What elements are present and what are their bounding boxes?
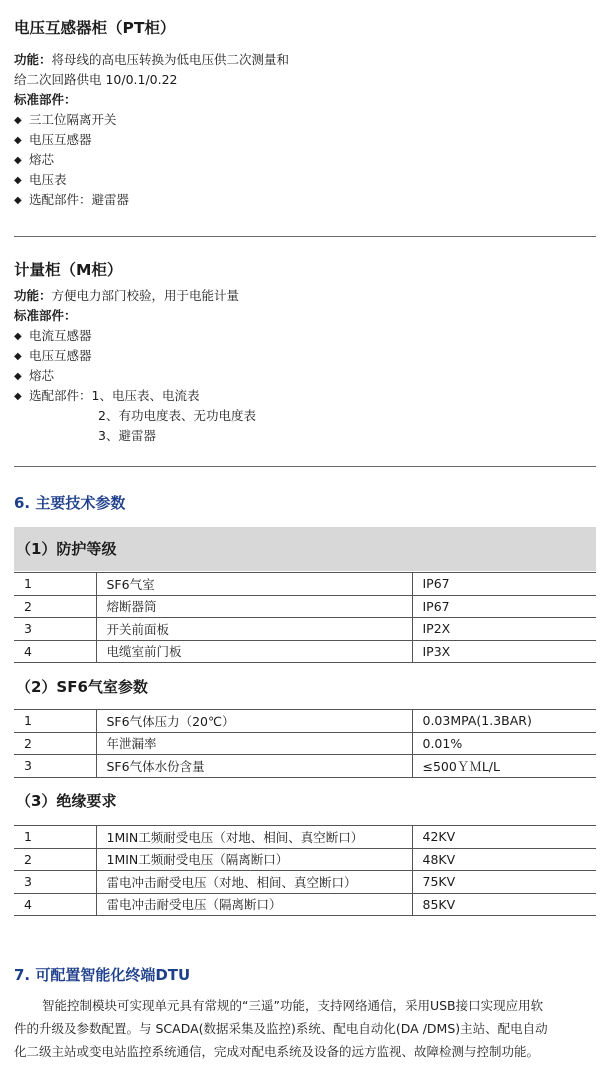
diamond-bullet-icon: ◆ [14,155,22,166]
divider [14,236,596,237]
protection-table [14,572,596,663]
table-row: 2 熔断器筒 IP67 [14,595,596,618]
section7-paragraph-line: 智能控制模块可实现单元具有常规的“三遥”功能，支持网络通信，采用USB接口实现应用软 [42,998,544,1013]
diamond-bullet-icon: ◆ [14,351,22,362]
m-function-text: 方便电力部门校验，用于电能计量 [51,288,240,303]
pt-function-text: 将母线的高电压转换为低电压供二次测量和 [51,52,290,67]
table-row: 1 SF6气体压力（20℃） 0.03MPA(1.3BAR) [14,710,596,733]
table-row: 3 SF6气体水份含量 ≤500ＹＭL/L [14,755,596,778]
table-row: 4 电缆室前门板 IP3X [14,640,596,663]
insulation-title: （3）绝缘要求 [16,792,117,810]
pt-list-item: ◆ 三工位隔离开关 [14,110,117,131]
sf6-table [14,709,596,778]
section7-title: 7. 可配置智能化终端DTU [14,966,191,984]
diamond-bullet-icon: ◆ [14,195,22,206]
section7-paragraph-line: 件的升级及参数配置。与 SCADA(数据采集及监控)系统、配电自动化(DA /DMS)主站、配电自动 [14,1021,548,1036]
table-row: 2 年泄漏率 0.01% [14,732,596,755]
table-row: 4 雷电冲击耐受电压（隔离断口） 85KV [14,893,596,916]
pt-function-text-2: 给二次回路供电 10/0.1/0.22 [14,72,178,87]
diamond-bullet-icon: ◆ [14,175,22,186]
table-row: 2 1MIN工频耐受电压（隔离断口） 48KV [14,848,596,871]
diamond-bullet-icon: ◆ [14,135,22,146]
pt-list-item: ◆ 电压互感器 [14,130,92,151]
m-function-label: 功能： [14,288,52,303]
m-optional-item: 2、有功电度表、无功电度表 [98,408,256,423]
m-function [14,286,239,306]
m-optional-item: ◆ 选配部件：1、电压表、电流表 [14,386,199,407]
diamond-bullet-icon: ◆ [14,371,22,382]
diamond-bullet-icon: ◆ [14,115,22,126]
pt-title: 电压互感器柜（PT柜） [14,19,176,37]
pt-function-label: 功能： [14,52,52,67]
m-optional-item: 3、避雷器 [98,428,156,443]
table-row: 3 雷电冲击耐受电压（对地、相间、真空断口） 75KV [14,871,596,894]
protection-title: （1）防护等级 [14,527,596,571]
m-list-item: ◆ 电压互感器 [14,346,92,367]
divider [14,466,596,467]
section6-title: 6. 主要技术参数 [14,494,126,512]
table-row: 1 1MIN工频耐受电压（对地、相间、真空断口） 42KV [14,826,596,849]
pt-list-item: ◆ 选配部件：避雷器 [14,190,129,211]
m-list-item: ◆ 电流互感器 [14,326,92,347]
pt-list-item: ◆ 电压表 [14,170,67,191]
m-title: 计量柜（M柜） [14,261,123,279]
diamond-bullet-icon: ◆ [14,391,22,402]
pt-list-item: ◆ 熔芯 [14,150,54,171]
diamond-bullet-icon: ◆ [14,331,22,342]
pt-standard-label: 标准部件： [14,92,77,107]
table-row: 3 开关前面板 IP2X [14,618,596,641]
table-row: 1 SF6气室 IP67 [14,573,596,596]
m-standard-label: 标准部件： [14,308,77,323]
section7-paragraph-line: 化二级主站或变电站监控系统通信，完成对配电系统及设备的远方监视、故障检测与控制功能。 [14,1044,540,1059]
insulation-table [14,825,596,916]
sf6-title: （2）SF6气室参数 [16,678,148,696]
pt-function [14,50,289,70]
m-list-item: ◆ 熔芯 [14,366,54,387]
